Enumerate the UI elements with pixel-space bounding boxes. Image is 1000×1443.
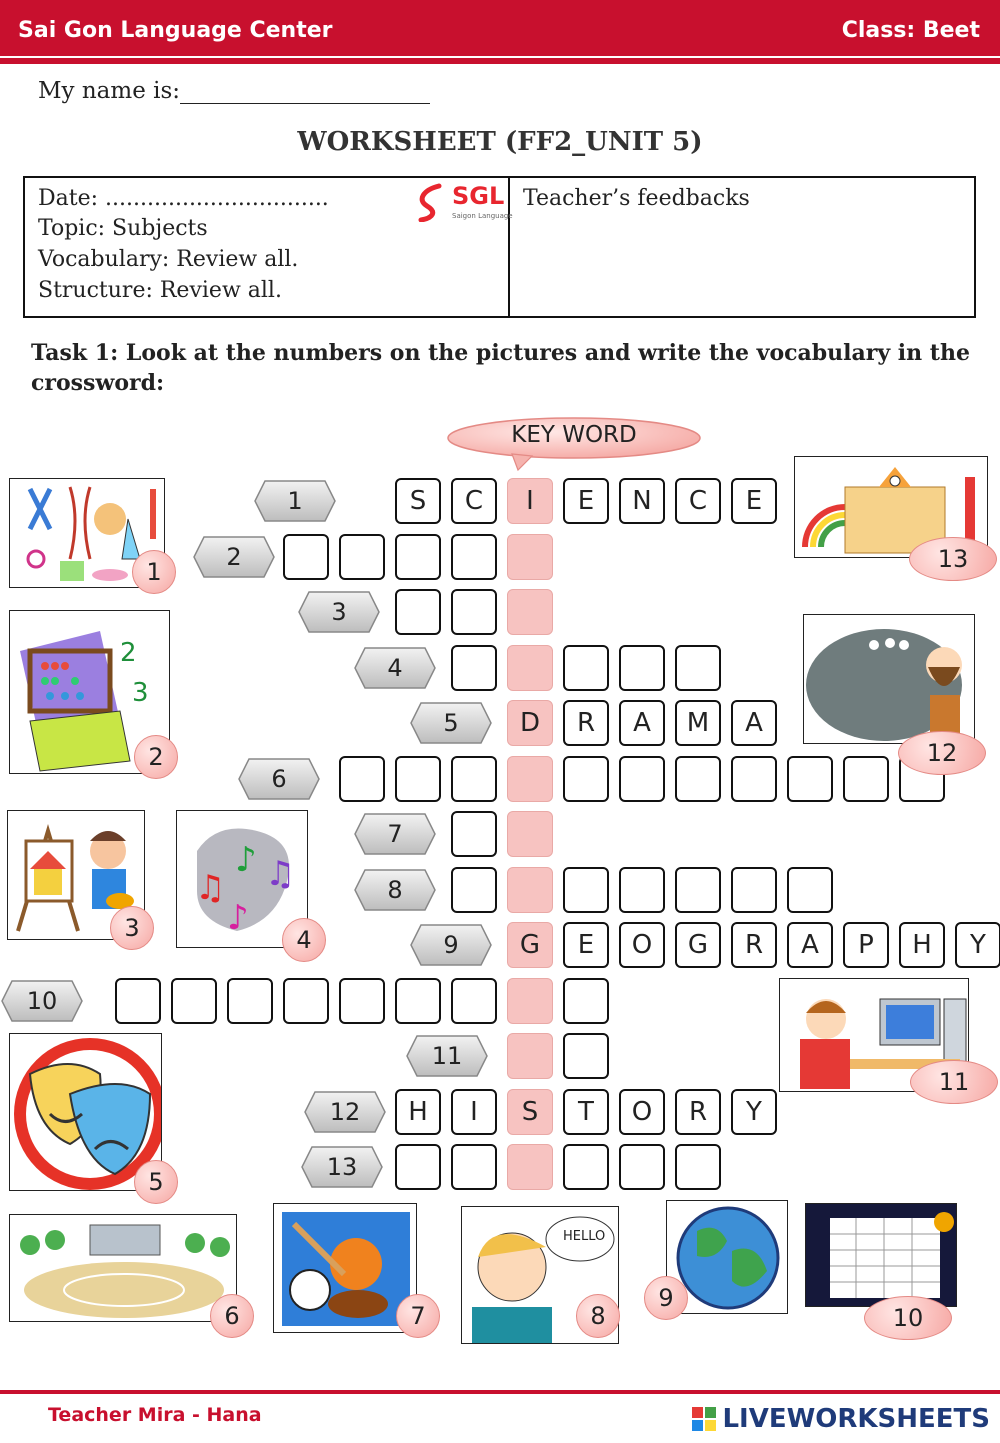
clue-number-11 — [405, 1034, 489, 1078]
clue-number-7 — [353, 812, 437, 856]
clue-number-label: 12 — [329, 1098, 361, 1126]
crossword-cell[interactable]: Y — [731, 1089, 777, 1135]
crossword-cell[interactable] — [171, 978, 217, 1024]
crossword-cell[interactable] — [451, 589, 497, 635]
name-input[interactable] — [180, 82, 430, 104]
crossword-cell[interactable] — [283, 534, 329, 580]
crossword-cell[interactable] — [395, 1144, 441, 1190]
liveworksheets-brand — [692, 1404, 990, 1434]
clue-number-10 — [0, 979, 84, 1023]
crossword-cell[interactable] — [283, 978, 329, 1024]
name-label: My name is: — [38, 78, 181, 104]
crossword-cell[interactable] — [451, 534, 497, 580]
picture-number-1: 1 — [132, 550, 176, 594]
school-name: Sai Gon Language Center — [18, 18, 333, 43]
picture-number-3: 3 — [110, 906, 154, 950]
crossword-cell[interactable] — [339, 534, 385, 580]
crossword-cell[interactable] — [675, 867, 721, 913]
keyword-cell[interactable] — [507, 867, 553, 913]
picture-number-10: 10 — [864, 1296, 952, 1340]
picture-number-4: 4 — [282, 918, 326, 962]
crossword-cell[interactable]: E — [563, 922, 609, 968]
svg-text:♫: ♫ — [265, 854, 296, 894]
crossword-cell[interactable]: N — [619, 478, 665, 524]
clue-number-3 — [297, 590, 381, 634]
picture-number-9: 9 — [644, 1276, 688, 1320]
crossword-cell[interactable] — [619, 867, 665, 913]
crossword-cell[interactable] — [563, 756, 609, 802]
crossword-cell[interactable] — [115, 978, 161, 1024]
clue-number-12 — [303, 1090, 387, 1134]
logo-text: SGL — [452, 182, 505, 210]
crossword-cell[interactable] — [339, 978, 385, 1024]
crossword-cell[interactable]: C — [451, 478, 497, 524]
header-divider — [0, 58, 1000, 64]
clue-number-label: 1 — [287, 487, 303, 515]
crossword-cell[interactable]: R — [563, 700, 609, 746]
crossword-cell[interactable] — [675, 645, 721, 691]
crossword-cell[interactable] — [451, 978, 497, 1024]
crossword-cell[interactable]: R — [675, 1089, 721, 1135]
crossword-cell[interactable] — [563, 645, 609, 691]
crossword-cell[interactable] — [619, 645, 665, 691]
crossword-cell[interactable]: T — [563, 1089, 609, 1135]
crossword-cell[interactable] — [731, 867, 777, 913]
clue-number-9 — [409, 923, 493, 967]
crossword-cell[interactable]: A — [731, 700, 777, 746]
logo-subtitle: Saigon Language — [452, 212, 513, 220]
name-prompt — [38, 78, 430, 104]
hello-bubble-text: HELLO — [563, 1229, 606, 1244]
svg-text:♪: ♪ — [227, 898, 249, 938]
svg-text:♪: ♪ — [235, 840, 257, 880]
picture-number-8: 8 — [576, 1294, 620, 1338]
svg-text:2: 2 — [120, 638, 137, 668]
clue-number-label: 5 — [443, 709, 459, 737]
crossword-cell[interactable] — [451, 756, 497, 802]
crossword-cell[interactable]: R — [731, 922, 777, 968]
clue-number-label: 4 — [387, 654, 403, 682]
crossword-cell[interactable] — [395, 534, 441, 580]
crossword-cell[interactable] — [619, 756, 665, 802]
task-instruction: Task 1: Look at the numbers on the pictures and write the vocabulary in the crossword: — [31, 340, 970, 396]
keyword-cell[interactable] — [507, 1144, 553, 1190]
crossword-cell[interactable]: H — [899, 922, 945, 968]
date-line: Date: ................................ — [38, 186, 329, 211]
clue-number-label: 9 — [443, 931, 459, 959]
clue-number-2 — [192, 535, 276, 579]
class-label: Class: Beet — [841, 18, 980, 43]
clue-number-label: 3 — [331, 598, 347, 626]
timetable-picture — [805, 1203, 957, 1307]
clue-number-label: 7 — [387, 820, 403, 848]
clue-number-1 — [253, 479, 337, 523]
crossword-cell[interactable]: P — [843, 922, 889, 968]
structure-line: Structure: Review all. — [38, 278, 282, 303]
crossword-cell[interactable]: O — [619, 1089, 665, 1135]
crossword-cell[interactable] — [675, 1144, 721, 1190]
keyword-cell[interactable] — [507, 978, 553, 1024]
crossword-cell[interactable] — [395, 589, 441, 635]
liveworksheets-logo-icon — [692, 1407, 716, 1431]
clue-number-label: 2 — [226, 543, 242, 571]
keyword-cell[interactable]: D — [507, 700, 553, 746]
clue-number-label: 11 — [431, 1042, 463, 1070]
clue-number-13 — [300, 1145, 384, 1189]
crossword-cell[interactable] — [787, 756, 833, 802]
keyword-cell[interactable] — [507, 534, 553, 580]
crossword-cell[interactable] — [843, 756, 889, 802]
teacher-feedback-label: Teacher’s feedbacks — [523, 186, 750, 211]
crossword-cell[interactable]: A — [619, 700, 665, 746]
keyword-cell[interactable]: I — [507, 478, 553, 524]
crossword-cell[interactable] — [563, 1144, 609, 1190]
crossword-cell[interactable]: H — [395, 1089, 441, 1135]
svg-text:3: 3 — [132, 678, 149, 708]
picture-number-11: 11 — [910, 1060, 998, 1104]
crossword-cell[interactable]: O — [619, 922, 665, 968]
crossword-cell[interactable]: Y — [955, 922, 1000, 968]
teacher-names: Teacher Mira - Hana — [48, 1404, 262, 1426]
crossword-cell[interactable] — [395, 756, 441, 802]
crossword-cell[interactable]: C — [675, 478, 721, 524]
crossword-cell[interactable] — [563, 978, 609, 1024]
keyword-cell[interactable] — [507, 1033, 553, 1079]
picture-number-12: 12 — [898, 731, 986, 775]
crossword-cell[interactable] — [395, 978, 441, 1024]
clue-number-label: 13 — [326, 1153, 358, 1181]
crossword-cell[interactable] — [563, 867, 609, 913]
clue-number-label: 6 — [271, 765, 287, 793]
crossword-cell[interactable] — [563, 1033, 609, 1079]
picture-number-13: 13 — [909, 537, 997, 581]
picture-number-2: 2 — [134, 735, 178, 779]
crossword-cell[interactable] — [787, 867, 833, 913]
crossword-cell[interactable]: S — [395, 478, 441, 524]
worksheet-title: WORKSHEET (FF2_UNIT 5) — [297, 127, 703, 157]
topic-line: Topic: Subjects — [38, 216, 208, 241]
brand-text: LIVEWORKSHEETS — [722, 1404, 990, 1434]
footer-divider — [0, 1390, 1000, 1394]
crossword-cell[interactable] — [451, 1144, 497, 1190]
keyword-cell[interactable] — [507, 645, 553, 691]
svg-text:♫: ♫ — [195, 868, 226, 908]
crossword-cell[interactable] — [451, 811, 497, 857]
picture-number-5: 5 — [134, 1160, 178, 1204]
picture-number-6: 6 — [210, 1294, 254, 1338]
keyword-cell[interactable] — [507, 589, 553, 635]
crossword-cell[interactable] — [731, 756, 777, 802]
clue-number-6 — [237, 757, 321, 801]
vocabulary-line: Vocabulary: Review all. — [38, 247, 299, 272]
picture-number-7: 7 — [396, 1294, 440, 1338]
crossword-cell[interactable] — [227, 978, 273, 1024]
pe-picture — [9, 1214, 237, 1322]
clue-number-label: 8 — [387, 876, 403, 904]
clue-number-label: 10 — [26, 987, 58, 1015]
crossword-cell[interactable] — [451, 645, 497, 691]
crossword-cell[interactable] — [451, 867, 497, 913]
clue-number-4 — [353, 646, 437, 690]
keyword-cell[interactable]: S — [507, 1089, 553, 1135]
keyword-cell[interactable] — [507, 811, 553, 857]
crossword-cell[interactable]: G — [675, 922, 721, 968]
history-picture — [803, 614, 975, 744]
crossword-cell[interactable]: I — [451, 1089, 497, 1135]
crossword-cell[interactable]: E — [731, 478, 777, 524]
crossword-cell[interactable]: M — [675, 700, 721, 746]
keyword-cell[interactable] — [507, 756, 553, 802]
clue-number-5 — [409, 701, 493, 745]
clue-number-8 — [353, 868, 437, 912]
keyword-cell[interactable]: G — [507, 922, 553, 968]
crossword-cell[interactable] — [675, 756, 721, 802]
crossword-cell[interactable]: A — [787, 922, 833, 968]
keyword-label: KEY WORD — [511, 422, 637, 448]
crossword-cell[interactable]: E — [563, 478, 609, 524]
crossword-cell[interactable] — [339, 756, 385, 802]
crossword-cell[interactable] — [619, 1144, 665, 1190]
